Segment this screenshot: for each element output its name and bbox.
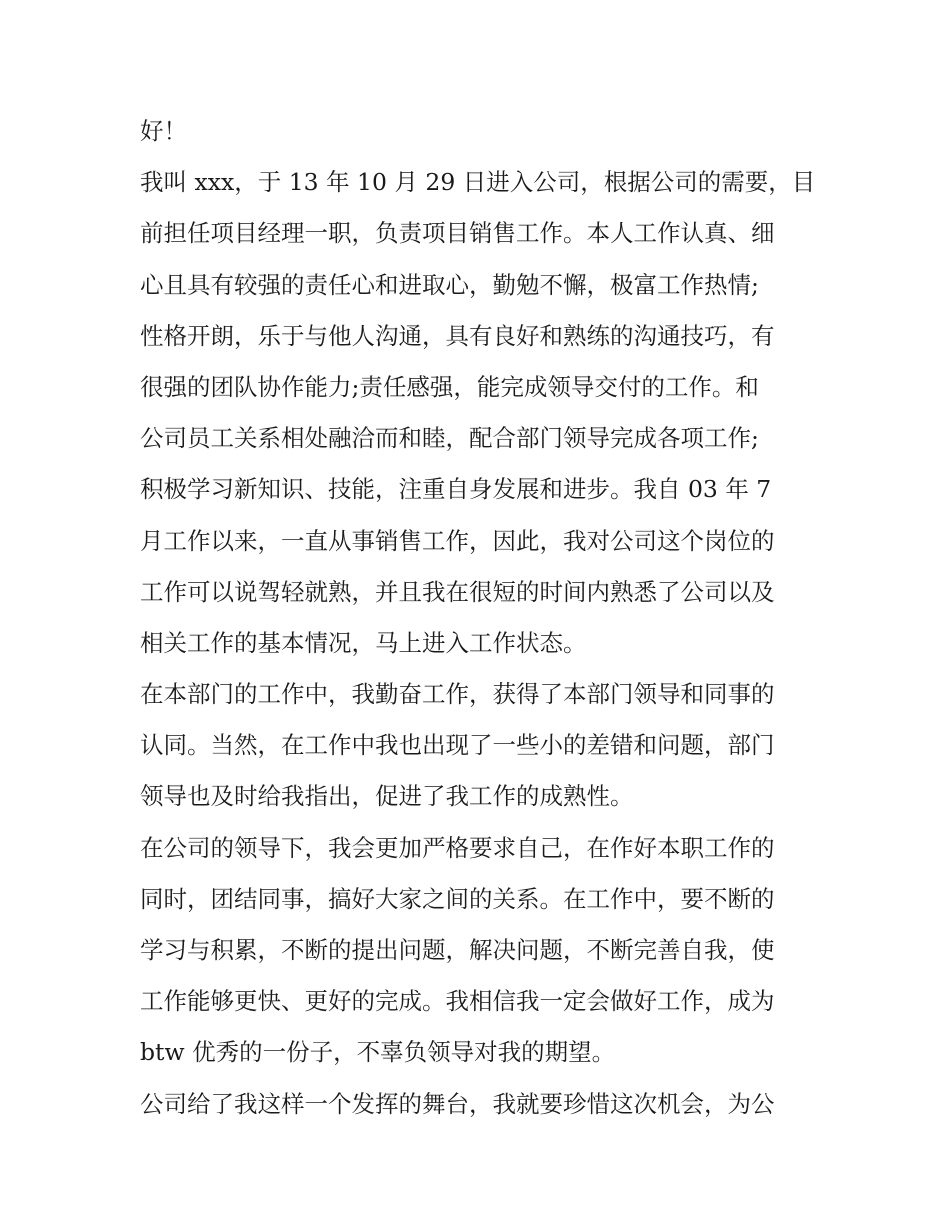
text-line: 在本部门的工作中，我勤奋工作，获得了本部门领导和同事的 bbox=[140, 680, 775, 709]
text-line: 心且具有较强的责任心和进取心，勤勉不懈，极富工作热情; bbox=[140, 270, 759, 299]
text-line: 工作能够更快、更好的完成。我相信我一定会做好工作，成为 bbox=[140, 987, 775, 1016]
text-line: 学习与积累，不断的提出问题，解决问题，不断完善自我，使 bbox=[140, 936, 775, 964]
text-line: 领导也及时给我指出，促进了我工作的成熟性。 bbox=[140, 782, 634, 811]
text-line: 很强的团队协作能力;责任感强，能完成领导交付的工作。和 bbox=[140, 372, 759, 401]
text-line: 认同。当然，在工作中我也出现了一些小的差错和问题，部门 bbox=[140, 731, 775, 760]
text-line: 好！ bbox=[140, 117, 187, 145]
document-body bbox=[140, 106, 820, 1130]
text-line: 月工作以来，一直从事销售工作，因此，我对公司这个岗位的 bbox=[140, 526, 775, 555]
text-line: 公司员工关系相处融洽而和睦，配合部门领导完成各项工作; bbox=[140, 424, 759, 453]
text-line: 前担任项目经理一职，负责项目销售工作。本人工作认真、细 bbox=[140, 219, 775, 248]
text-line: 性格开朗，乐于与他人沟通，具有良好和熟练的沟通技巧，有 bbox=[140, 321, 775, 350]
text-line: btw 优秀的一份子，不辜负领导对我的期望。 bbox=[140, 1038, 616, 1067]
text-line: 积极学习新知识、技能，注重自身发展和进步。我自 03 年 7 bbox=[140, 475, 772, 504]
text-line: 公司给了我这样一个发挥的舞台，我就要珍惜这次机会，为公 bbox=[140, 1089, 775, 1118]
text-line: 相关工作的基本情况，马上进入工作状态。 bbox=[140, 628, 587, 657]
text-line: 工作可以说驾轻就熟，并且我在很短的时间内熟悉了公司以及 bbox=[140, 577, 775, 606]
text-line: 同时，团结同事，搞好大家之间的关系。在工作中，要不断的 bbox=[140, 884, 775, 913]
text-line: 在公司的领导下，我会更加严格要求自己，在作好本职工作的 bbox=[140, 833, 775, 862]
text-line: 我叫 xxx，于 13 年 10 月 29 日进入公司，根据公司的需要，目 bbox=[140, 168, 816, 197]
